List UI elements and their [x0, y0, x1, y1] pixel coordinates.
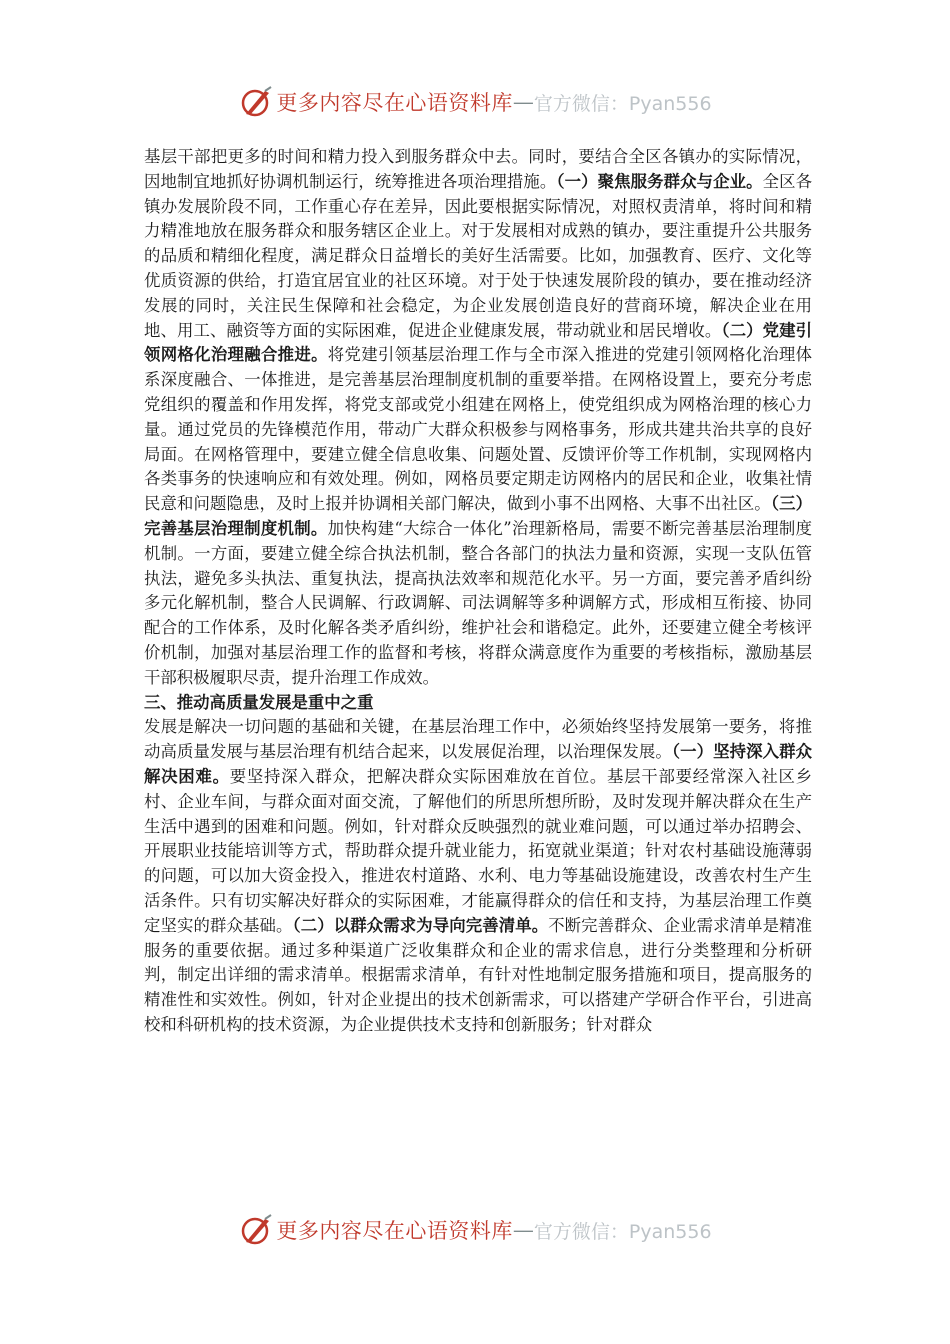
watermark-wechat: 官方微信：Pyan556: [533, 92, 712, 115]
para2-subheading-2: （二）以群众需求为导向完善清单。: [292, 915, 549, 935]
para2-intro: 发展是解决一切问题的基础和关键，在基层治理工作中，必须始终坚持发展第一要务，将推动高质量发展与基层治理有机结合起来，以发展促治理，以治理保发展。: [144, 717, 812, 762]
para1-intro: 基层干部把更多的时间和精力投入到服务群众中去。同时，要结合全区各镇办的实际情况，因地制宜地抓好协调机制运行，统筹推进各项治理措施。: [144, 147, 812, 191]
feather-pen-logo-icon: [238, 1212, 274, 1248]
para2-subheading-1: （一）坚持深入群众解决困难。: [144, 742, 812, 786]
feather-pen-logo-icon: [238, 84, 274, 120]
watermark-text: 更多内容尽在心语资料库: [276, 1219, 513, 1243]
watermark-banner-top: [0, 82, 950, 122]
paragraph-development: [144, 715, 812, 1037]
document-body: [144, 145, 812, 1038]
para1-text-3: 加快构建“大综合一体化”治理新格局，需要不断完善基层治理制度机制。一方面，要建立健全综合执法机制，整合各部门的执法力量和资源，实现一支队伍管执法，避免多头执法、重复执法，提高执法效率和规范化水平。另一方面，要完善矛盾纠纷多元化解机制，整合人民调解、行政调解、司法调解等多种调解方式，形成相互衔接、协同配合的工作体系，及时化解各类矛盾纠纷，维护社会和谐稳定。此外，还要建立健全考核评价机制，加强对基层治理工作的监督和考核，将群众满意度作为重要的考核指标，激励基层干部积极履职尽责，提升治理工作成效。: [144, 518, 813, 687]
watermark-banner-bottom: [0, 1210, 950, 1250]
para1-text-1: 全区各镇办发展阶段不同，工作重心存在差异，因此要根据实际情况，对照权责清单，将时间和精力精准地放在服务群众和服务辖区企业上。对于发展相对成熟的镇办，要注重提升公共服务的品质和精细化程度，满足群众日益增长的美好生活需要。比如，加强教育、医疗、文化等优质资源的供给，打造宜居宜业的社区环境。对于处于快速发展阶段的镇办，要在推动经济发展的同时，关注民生保障和社会稳定，为企业发展创造良好的营商环境，解决企业在用地、用工、融资等方面的实际困难，促进企业健康发展，带动就业和居民增收。: [144, 171, 812, 340]
para2-text-1: 要坚持深入群众，把解决群众实际困难放在首位。基层干部要经常深入社区乡村、企业车间，与群众面对面交流，了解他们的所思所想所盼，及时发现并解决群众在生产生活中遇到的困难和问题。例如，针对群众反映强烈的就业难问题，可以通过举办招聘会、开展职业技能培训等方式，帮助群众提升就业能力，拓宽就业渠道；针对农村基础设施薄弱的问题，可以加大资金投入，推进农村道路、水利、电力等基础设施建设，改善农村生产生活条件。只有切实解决好群众的实际困难，才能赢得群众的信任和支持，为基层治理工作奠定坚实的群众基础。: [144, 766, 813, 935]
watermark-separator: —: [512, 90, 534, 114]
watermark-separator: —: [512, 1218, 534, 1242]
watermark-wechat: 官方微信：Pyan556: [533, 1220, 712, 1243]
para1-subheading-3: （三）完善基层治理制度机制。: [144, 494, 812, 538]
paragraph-service-and-grid: [144, 145, 812, 691]
watermark-text: 更多内容尽在心语资料库: [276, 91, 513, 115]
para2-text-2: 不断完善群众、企业需求清单是精准服务的重要依据。通过多种渠道广泛收集群众和企业的需求信息，进行分类整理和分析研判，制定出详细的需求清单。根据需求清单，有针对性地制定服务措施和项目，提高服务的精准性和实效性。例如，针对企业提出的技术创新需求，可以搭建产学研合作平台，引进高校和科研机构的技术资源，为企业提供技术支持和创新服务；针对群众: [144, 915, 813, 1034]
para1-subheading-2: （二）党建引领网格化治理融合推进。: [144, 320, 812, 365]
para1-text-2: 将党建引领基层治理工作与全市深入推进的党建引领网格化治理体系深度融合、一体推进，是完善基层治理制度机制的重要举措。在网格设置上，要充分考虑党组织的覆盖和作用发挥，将党支部或党小组建在网格上，使党组织成为网格治理的核心力量。通过党员的先锋模范作用，带动广大群众积极参与网格事务，形成共建共治共享的良好局面。在网格管理中，要建立健全信息收集、问题处置、反馈评价等工作机制，实现网格内各类事务的快速响应和有效处理。例如，网格员要定期走访网格内的居民和企业，收集社情民意和问题隐患，及时上报并协调相关部门解决，做到小事不出网格、大事不出社区。: [144, 345, 813, 514]
section-heading-3: 三、推动高质量发展是重中之重: [144, 692, 374, 712]
para1-subheading-1: （一）聚焦服务群众与企业。: [556, 171, 763, 191]
